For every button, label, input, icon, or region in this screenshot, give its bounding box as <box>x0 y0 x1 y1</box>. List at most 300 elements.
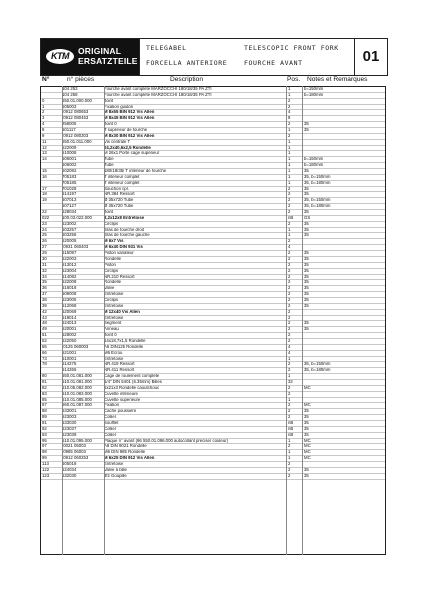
row-number: 39 <box>42 303 47 308</box>
remarks: 35 <box>304 221 309 226</box>
row-number: 3 <box>42 116 45 121</box>
quantity: 1 <box>288 180 291 185</box>
part-description: Valve <box>104 286 115 291</box>
quantity: 1 <box>288 92 291 97</box>
part-number: .0125 060003 <box>62 344 89 349</box>
part-number: 523039 <box>62 432 77 437</box>
quantity: 2 <box>288 333 291 338</box>
part-number: 533001 <box>62 409 77 414</box>
part-description: NR.210 Ressort <box>104 274 135 279</box>
row-number: 38 <box>42 297 47 302</box>
part-number: 519014 <box>62 315 77 320</box>
quantity: 1 <box>288 163 291 168</box>
part-description: NR.384 Ressort <box>104 192 135 197</box>
quantity: 2 <box>288 280 291 285</box>
remarks: MC <box>304 450 311 455</box>
row-number: 42 <box>42 309 47 314</box>
quantity: 2 <box>288 104 291 109</box>
part-description: Cage de roulement complète <box>104 374 160 379</box>
row-number: 66 <box>42 350 47 355</box>
quantity: 2 <box>288 186 291 191</box>
part-number: 510001 <box>62 356 77 361</box>
row-number: 23 <box>42 221 47 226</box>
remarks: 35, b=150mm <box>304 174 331 179</box>
quantity: 2 <box>288 327 291 332</box>
part-description: Tube <box>104 163 114 168</box>
row-number: 97 <box>42 444 47 449</box>
page-number: 01 <box>354 39 387 75</box>
part-number: 520001 <box>62 327 77 332</box>
remarks: 35 <box>304 473 309 478</box>
remarks: 35 <box>304 186 309 191</box>
row-number: 2 <box>42 110 45 115</box>
remarks: MC <box>304 385 311 390</box>
quantity: 2 <box>288 297 291 302</box>
remarks: 35 <box>304 415 309 420</box>
part-description: Rondelle <box>104 256 121 261</box>
part-description: T intérieur complet <box>104 180 140 185</box>
row-number: 123 <box>42 473 50 478</box>
part-number: 524034 <box>62 467 77 472</box>
column-divider <box>104 86 105 555</box>
part-description: 8,2x12x8 Entretoise <box>104 215 145 220</box>
remarks: 35 <box>304 227 309 232</box>
part-description: Φ2 Goupille <box>104 473 127 478</box>
part-description: Entretoise <box>104 303 124 308</box>
quantity: 1 <box>288 139 291 144</box>
quantity: 2 <box>288 210 291 215</box>
part-description: M6 DIN 985 Rondelle <box>104 450 146 455</box>
part-description: Cuvette inférieure <box>104 391 138 396</box>
quantity: 2 <box>288 467 291 472</box>
part-number: 510.01.085.000 <box>62 397 92 402</box>
part-description: Collier <box>104 432 117 437</box>
part-number: 523002 <box>62 221 77 226</box>
part-number: 503256 <box>62 233 77 238</box>
title-box <box>139 39 356 75</box>
quantity: 1 <box>288 233 291 238</box>
part-number: 523037 <box>62 426 77 431</box>
quantity: 32 <box>288 379 293 384</box>
remarks: GS <box>304 215 311 220</box>
quantity: 2 <box>288 98 291 103</box>
part-number: 550.01.011.000 <box>62 139 92 144</box>
row-number: 27 <box>42 245 47 250</box>
part-description: 14x18,7x1,5 Rondelle <box>104 338 146 343</box>
row-number: 8 <box>42 128 45 133</box>
part-number: 522008 <box>62 280 77 285</box>
row-number: 4 <box>42 122 45 127</box>
row-number: 82 <box>42 385 47 390</box>
row-number: 91 <box>42 420 47 425</box>
part-number: 523003 <box>62 415 77 420</box>
column-header-notes: Notes et Remarques <box>307 76 368 83</box>
part-description: Entretoise <box>104 356 124 361</box>
part-number: 510.01.083.000 <box>62 391 92 396</box>
part-number: 513012 <box>62 262 77 267</box>
row-number: 32 <box>42 268 47 273</box>
part-description: Valve à bille <box>104 467 127 472</box>
part-number: 520069 <box>62 309 77 314</box>
quantity: 1 <box>288 145 291 150</box>
remarks: 35 <box>304 169 309 174</box>
quantity: 2 <box>288 122 291 127</box>
quantity: 1 <box>288 397 291 402</box>
remarks: MC <box>304 444 311 449</box>
column-header-pos: Pos. <box>287 76 301 83</box>
remarks: 35, b=180mm <box>304 180 331 185</box>
part-number: 507127 <box>62 204 77 209</box>
part-description: Plaque n° avant (96 550.01.096.000 autocollant préciser couleur) <box>104 438 229 443</box>
part-description: T supérieur de fourche <box>104 128 148 133</box>
part-number: 520005 <box>62 239 77 244</box>
part-number: 516018 <box>62 286 77 291</box>
quantity: 2 <box>288 338 291 343</box>
part-description: M 8x45 BIN 912 Vis Allen <box>104 116 155 121</box>
part-number: 510.05.082.000 <box>62 385 92 390</box>
part-number: 258005 <box>62 122 77 127</box>
part-description: Circlips <box>104 221 119 226</box>
part-description: Ø 35x720 Tube <box>104 204 134 209</box>
row-number: 73 <box>42 356 47 361</box>
part-description: Joint <box>104 98 114 103</box>
quantity: 2 <box>288 256 291 261</box>
part-description: Cuvette supérieure <box>104 397 141 402</box>
row-number: 87 <box>42 403 47 408</box>
quantity: 2 <box>288 368 291 373</box>
part-number: 550.01.081.000 <box>62 374 92 379</box>
part-number: 701028 <box>62 186 77 191</box>
quantity: 2 <box>288 309 291 314</box>
part-description: Fixation guidon <box>104 104 134 109</box>
part-number: 533030 <box>62 420 77 425</box>
part-description: Collier <box>104 415 117 420</box>
quantity: 2 <box>288 403 291 408</box>
part-description: Rondelle <box>104 280 121 285</box>
quantity: 1 <box>288 157 291 162</box>
title-english: TELESCOPIC FRONT FORK <box>244 44 339 52</box>
title-german: TELEGABEL <box>146 44 187 52</box>
part-number: 505018 <box>62 462 77 466</box>
quantity: 2 <box>288 192 291 197</box>
quantity: 1 <box>288 87 291 91</box>
row-number: 18 <box>42 192 47 197</box>
part-number: 514197 <box>62 192 77 197</box>
row-number: 80 <box>42 374 47 379</box>
part-description: 24,2x40,6x2,5 Rondelle <box>104 145 151 150</box>
row-number: 0 <box>42 98 45 103</box>
remarks: MC <box>304 403 311 408</box>
quantity: 1 <box>288 456 291 461</box>
quantity: 8 <box>288 116 291 121</box>
quantity: nB <box>288 426 294 431</box>
row-number: 81 <box>42 379 47 384</box>
remarks: 35 <box>304 409 309 414</box>
part-description: Ø 35x720 Tube <box>104 198 134 203</box>
remarks: 35, b=150mm <box>304 362 331 367</box>
remarks: 35 <box>304 292 309 297</box>
part-description: Bras de fourche droit <box>104 227 144 232</box>
part-number: 523005 <box>62 297 77 302</box>
remarks: 35 <box>304 297 309 302</box>
row-number: 99 <box>42 456 47 461</box>
row-number: 88 <box>42 409 47 414</box>
part-number: .0931 060403 <box>62 245 89 250</box>
part-description: Fixation <box>104 403 120 408</box>
part-description: Entretoise <box>104 292 124 297</box>
row-number: 022 <box>42 215 50 220</box>
part-description: Circlips <box>104 297 119 302</box>
part-description: M 6x7 Vis <box>104 239 124 244</box>
row-number: 95 <box>42 438 47 443</box>
quantity: 1 <box>288 438 291 443</box>
quantity: nB <box>288 420 294 425</box>
row-number: 15 <box>42 169 47 174</box>
remarks: 35 <box>304 256 309 261</box>
part-description: M 6x40 DIN 931 Vis <box>104 245 143 250</box>
logo-line-1: ORIGINAL <box>78 46 122 56</box>
part-number: 512068 <box>62 303 77 308</box>
quantity: 2 <box>288 204 291 209</box>
row-number: 49 <box>42 327 47 332</box>
row-number: 48 <box>42 321 47 326</box>
part-description: A8 DIN 9021 Rondelle <box>104 444 147 449</box>
table-row <box>40 86 386 93</box>
part-description: Piston variateur <box>104 251 134 256</box>
quantity: 4 <box>288 245 291 250</box>
part-description: NR.411 Ressort <box>104 368 135 373</box>
column-header-no: N° <box>42 76 50 83</box>
part-number: .0985 06003 <box>62 450 86 455</box>
remarks: 35 <box>304 262 309 267</box>
ktm-logo-mark: KTM <box>46 49 74 64</box>
row-number: 30 <box>42 256 47 261</box>
remarks: 35, b=180mm <box>304 368 331 373</box>
part-description: Tube <box>104 157 114 162</box>
quantity: 2 <box>288 462 291 466</box>
part-number: 104 253 <box>62 87 78 91</box>
logo-line-2: ERSATZTEILE <box>78 56 138 66</box>
part-description: T intérieur complet <box>104 174 140 179</box>
logo-caption <box>78 46 138 66</box>
row-number: 13 <box>42 151 47 156</box>
row-number: 89 <box>42 415 47 420</box>
part-number: 506002 <box>62 163 77 168</box>
remarks: 35, b=150mm <box>304 198 331 203</box>
quantity: 2 <box>288 409 291 414</box>
part-description: Soufflet <box>104 420 119 425</box>
quantity: nB <box>288 215 294 220</box>
remarks: 35 <box>304 426 309 431</box>
title-french: FOURCHE AVANT <box>244 59 303 67</box>
remarks: 35 <box>304 280 309 285</box>
part-number: 514082 <box>62 274 77 279</box>
sheet-header <box>40 38 388 76</box>
remarks: 35 <box>304 128 309 133</box>
quantity: 1 <box>288 450 291 455</box>
part-description: Bras de fourche gauche <box>104 233 150 238</box>
part-number: 510.01.095.000 <box>62 438 92 443</box>
remarks: 35 <box>304 420 309 425</box>
quantity: 1 <box>288 174 291 179</box>
row-number: 85 <box>42 397 47 402</box>
part-number: 514275 <box>62 362 77 367</box>
row-number: 24 <box>42 227 47 232</box>
part-description: Entretoise <box>104 462 124 466</box>
quantity: 2 <box>288 262 291 267</box>
row-number: 29 <box>42 251 47 256</box>
part-description: NR.419 Ressort <box>104 362 135 367</box>
part-description: M 12x40 Vis Allen <box>104 309 140 314</box>
row-number: 34 <box>42 274 47 279</box>
part-number: 550.01.000.000 <box>62 98 92 103</box>
remarks: 35 <box>304 321 309 326</box>
row-number: 17 <box>42 186 47 191</box>
part-number: .0912 080453 <box>62 116 89 121</box>
remarks: MC <box>304 456 311 461</box>
part-number: .0912 060253 <box>62 456 89 461</box>
quantity: 1 <box>288 374 291 379</box>
row-number: 122 <box>42 467 50 472</box>
part-number: 510.01.081.000 <box>62 379 92 384</box>
remarks: b=150mm <box>304 157 324 162</box>
row-number: 16 <box>42 174 47 179</box>
part-description: M 26x1 Porte cage supérieur <box>104 151 160 156</box>
part-number: 560.01.087.000 <box>62 403 92 408</box>
remarks: 35 <box>304 274 309 279</box>
remarks: 35 <box>304 233 309 238</box>
part-number: 524013 <box>62 321 77 326</box>
remarks: 35 <box>304 432 309 437</box>
remarks: 35 <box>304 286 309 291</box>
part-number: 501117 <box>62 128 76 133</box>
parts-table <box>40 86 386 480</box>
quantity: 1 <box>288 151 291 156</box>
row-number: 37 <box>42 292 47 297</box>
row-number: 14 <box>42 157 47 162</box>
quantity: 2 <box>288 274 291 279</box>
row-number: 19 <box>42 198 47 203</box>
quantity: 1 <box>288 169 291 174</box>
row-number: 22 <box>42 210 47 215</box>
remarks: b=150mm <box>304 87 324 91</box>
row-number: 11 <box>42 139 47 144</box>
part-number: 514265 <box>62 368 77 373</box>
quantity: 2 <box>288 133 291 138</box>
row-number: 93 <box>42 432 47 437</box>
row-number: 12 <box>42 145 47 150</box>
part-number: 104 258 <box>62 92 78 97</box>
part-number: 522009 <box>62 145 77 150</box>
part-number: 507013 <box>62 198 77 203</box>
remarks: b=180mm <box>304 92 324 97</box>
remarks: 35 <box>304 251 309 256</box>
remarks: 35 <box>304 268 309 273</box>
row-number: 31 <box>42 262 47 267</box>
remarks: 35 <box>304 122 309 127</box>
part-number: 705185 <box>62 180 77 185</box>
quantity: 2 <box>288 303 291 308</box>
part-number: 505003 <box>62 104 77 109</box>
remarks: 35 <box>304 192 309 197</box>
quantity: 2 <box>288 221 291 226</box>
part-number: .0912 080303 <box>62 133 89 138</box>
part-number: 521001 <box>62 350 77 355</box>
part-number: 503257 <box>62 227 77 232</box>
row-number: 65 <box>42 344 47 349</box>
remarks: b=180mm <box>304 163 324 168</box>
column-divider <box>302 86 303 555</box>
part-description: Fourche avant complète MARZOCCHI 180/18/35 PA ZTI <box>104 87 212 91</box>
part-description: Collier <box>104 426 117 431</box>
row-number: 98 <box>42 450 47 455</box>
quantity: 1 <box>288 128 291 133</box>
column-header-part: n° pièces <box>67 76 95 83</box>
row-number: 78 <box>42 362 47 367</box>
ktm-logo <box>41 39 139 75</box>
part-number: 705183 <box>62 174 77 179</box>
title-italian: FORCELLA ANTERIORE <box>146 59 228 67</box>
remarks: 35, b=180mm <box>304 204 331 209</box>
part-number: .0021 05003 <box>62 444 86 449</box>
part-number: 523004 <box>62 268 77 273</box>
remarks: MC <box>304 438 311 443</box>
quantity: 1 <box>288 227 291 232</box>
row-number: 92 <box>42 426 47 431</box>
quantity: 2 <box>288 385 291 390</box>
quantity: 4 <box>288 344 291 349</box>
part-description: 5x21x3 Rondelle caoutchouc <box>104 385 160 390</box>
row-number: 43 <box>42 315 47 320</box>
part-number: 100.03.022.000 <box>62 215 92 220</box>
part-description: M 8x65 BIN 912 Vis Allen <box>104 110 155 115</box>
part-description: Vis centrale T <box>104 139 131 144</box>
quantity: 4 <box>288 110 291 115</box>
part-description: A6 DIN125 Rondelle <box>104 344 144 349</box>
part-number: 502082 <box>62 169 77 174</box>
part-description: Cache poussière <box>104 409 137 414</box>
quantity: nB <box>288 432 294 437</box>
quantity: 2 <box>288 444 291 449</box>
part-number: 528034 <box>62 210 77 215</box>
quantity: 2 <box>288 251 291 256</box>
row-number: 83 <box>42 391 47 396</box>
column-divider <box>62 86 63 555</box>
part-number: 510008 <box>62 151 77 156</box>
part-number: 528002 <box>62 333 77 338</box>
part-number: 515097 <box>62 251 77 256</box>
part-number: 506001 <box>62 157 77 162</box>
quantity: 2 <box>288 268 291 273</box>
part-description: Circlips <box>104 268 119 273</box>
row-number: 35 <box>42 280 47 285</box>
quantity: 2 <box>288 391 291 396</box>
part-description: Joint 0 <box>104 333 117 338</box>
quantity: 2 <box>288 292 291 297</box>
quantity: 2 <box>288 321 291 326</box>
row-number: 9 <box>42 133 45 138</box>
quantity: 1 <box>288 356 291 361</box>
row-number: 113 <box>42 462 49 466</box>
part-description: Joint <box>104 210 114 215</box>
part-description: M6 Ecrou <box>104 350 123 355</box>
remarks: 35 <box>304 210 309 215</box>
part-description: Piston <box>104 262 116 267</box>
quantity: 2 <box>288 415 291 420</box>
remarks: 35 <box>304 303 309 308</box>
part-description: Segment <box>104 321 122 326</box>
part-number: 522050 <box>62 338 77 343</box>
